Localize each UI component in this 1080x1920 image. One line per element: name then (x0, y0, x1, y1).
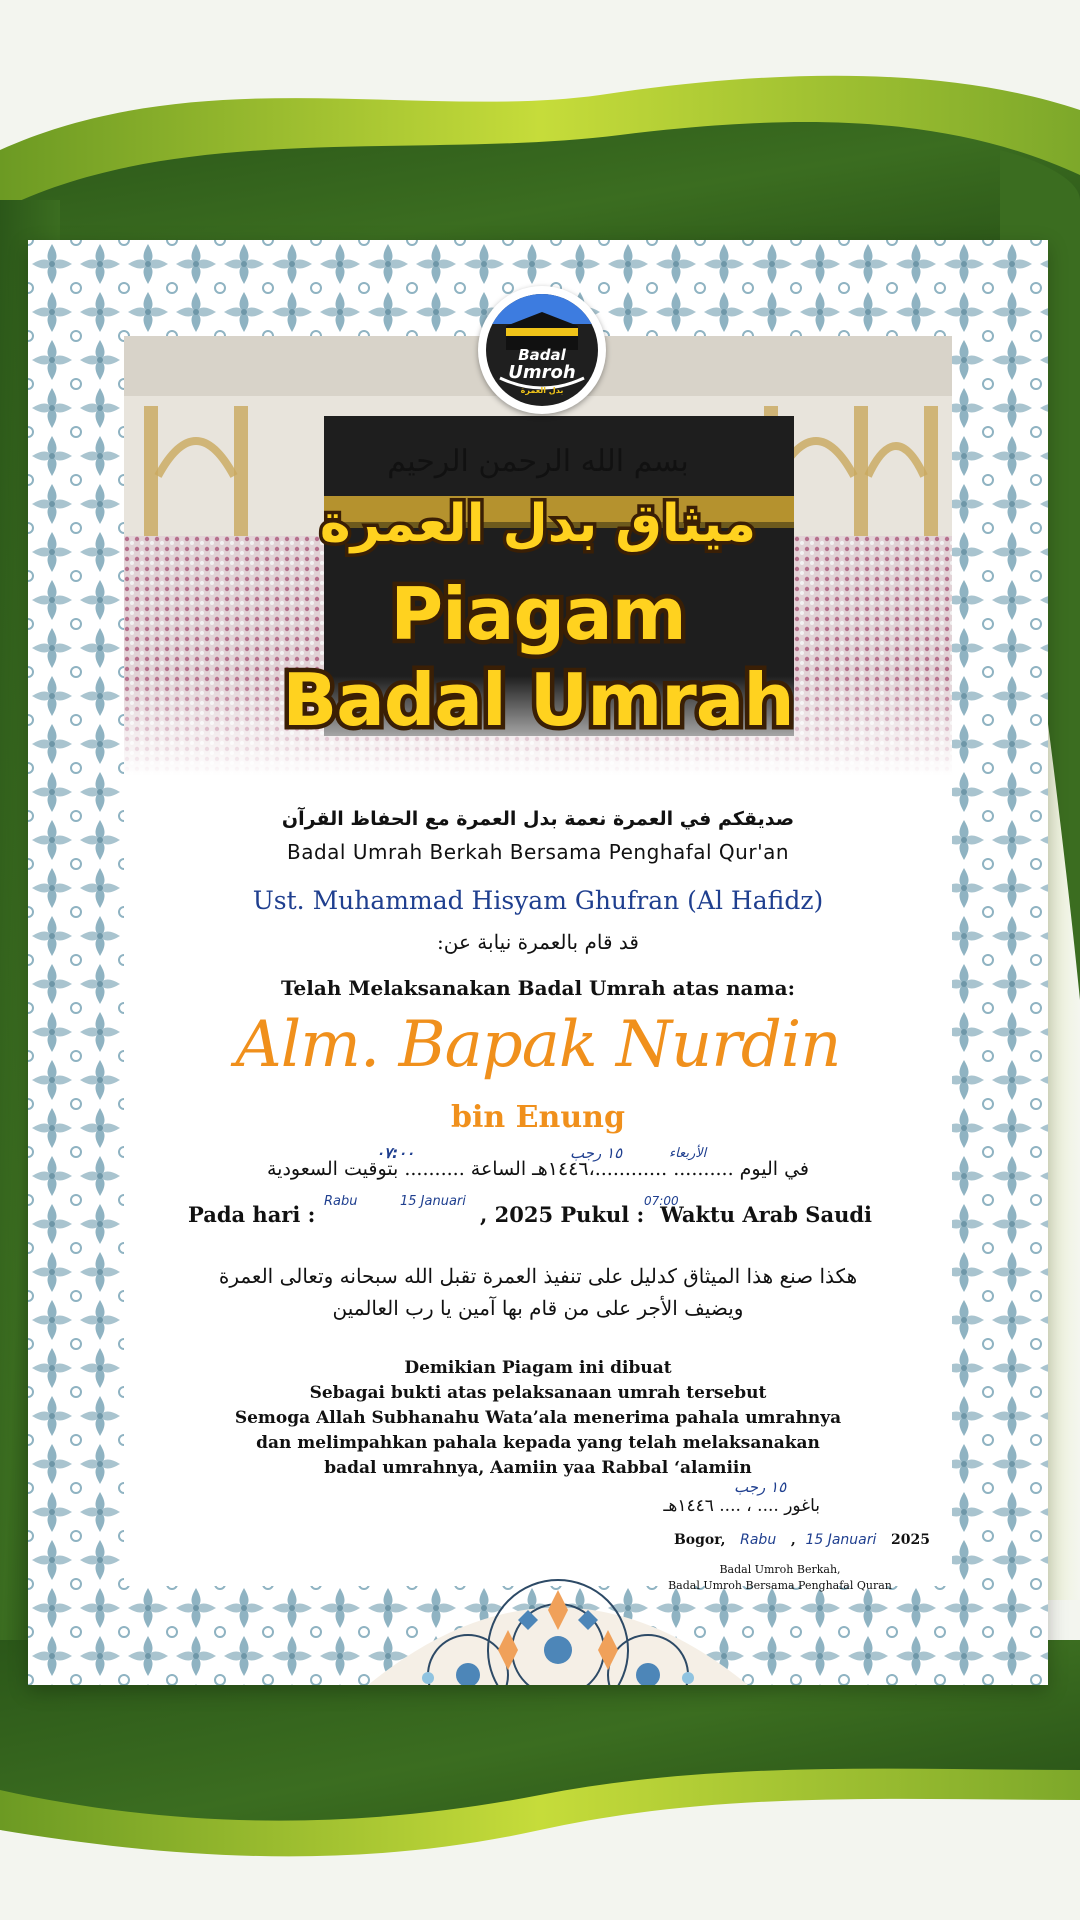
title-arabic: ميثاق بدل العمرة (319, 494, 757, 554)
closing-statement (124, 1356, 952, 1481)
closing-line: dan melimpahkan pahala kepada yang telah melaksanakan (256, 1433, 820, 1453)
arabic-date-middle: ............،١٤٤٦هـ الساعة .......... (404, 1158, 668, 1180)
ustadz-name: Ust. Muhammad Hisyam Ghufran (Al Hafidz) (252, 886, 824, 915)
arabic-sign-date-handwritten: ١٥ رجب (734, 1478, 787, 1496)
sign-date-handwritten: 15 Januari (805, 1532, 877, 1548)
certificate-card (28, 240, 1048, 1685)
date-handwritten: 15 Januari (400, 1194, 466, 1209)
arabic-prayer-line-2: ويضيف الأجر على من قام بها آمين يا رب العالمين (332, 1296, 744, 1320)
closing-line: Sebagai bukti atas pelaksanaan umrah tersebut (309, 1383, 767, 1403)
deceased-father-name: bin Enung (451, 1100, 625, 1135)
arabic-on-behalf: قد قام بالعمرة نيابة عن: (437, 930, 639, 954)
sign-place: Bogor, (673, 1532, 726, 1548)
date-label: Pada hari : (188, 1202, 316, 1227)
logo-text-arabic: بدل العمرة (520, 386, 564, 395)
org-line: Badal Umroh Bersama Penghafal Quran (668, 1579, 892, 1592)
sign-day-handwritten: Rabu (740, 1532, 777, 1548)
org-line: Badal Umroh Berkah, (719, 1563, 841, 1576)
closing-line: badal umrahnya, Aamiin yaa Rabbal ‘alamiin (324, 1458, 752, 1478)
day-handwritten: Rabu (324, 1194, 358, 1209)
sign-year: 2025 (891, 1532, 930, 1548)
closing-line: Demikian Piagam ini dibuat (404, 1358, 672, 1378)
time-handwritten: 07:00 (644, 1194, 679, 1208)
title-badal-umrah: Badal Umrah (282, 658, 794, 742)
arabic-date-line (124, 1158, 952, 1180)
deceased-name: Alm. Bapak Nurdin (235, 1008, 841, 1082)
arabic-place-date: باغور .... ، .... ١٤٤٦هـ (663, 1496, 820, 1516)
basmala: بسم الله الرحمن الرحيم (387, 444, 689, 479)
arabic-date-suffix: بتوقيت السعودية (267, 1158, 399, 1180)
arabic-date-handwritten: ١٥ رجب (570, 1144, 623, 1162)
tagline-latin: Badal Umrah Berkah Bersama Penghafal Qur'an (287, 840, 789, 864)
sign-place-date: Bogor, Rabu , 15 Januari 2025 (673, 1532, 930, 1548)
title-piagam: Piagam (390, 572, 686, 656)
tagline-arabic: صديقكم في العمرة نعمة بدل العمرة مع الحفاظ القرآن (281, 808, 795, 830)
logo-text-badal: Badal (518, 346, 566, 364)
arabic-time-handwritten: ٠٧:٠٠ (376, 1144, 415, 1162)
islamic-geometric-ornament (368, 1550, 748, 1685)
certificate-content (124, 336, 952, 1592)
executed-label: Telah Melaksanakan Badal Umrah atas nama: (280, 976, 796, 1000)
arabic-day-handwritten: الأربعاء (669, 1146, 707, 1161)
saudi-time-label: Waktu Arab Saudi (660, 1202, 872, 1227)
arabic-date-prefix: في اليوم .......... (673, 1158, 809, 1180)
arabic-prayer-line-1: هكذا صنع هذا الميثاق كدليل على تنفيذ العمرة تقبل الله سبحانه وتعالى العمرة (218, 1264, 858, 1288)
closing-line: Semoga Allah Subhanahu Wata’ala menerima pahala umrahnya (234, 1408, 842, 1428)
badal-umroh-logo (478, 286, 606, 414)
year-pukul-label: , 2025 Pukul : (480, 1202, 645, 1227)
logo-text-umroh: Umroh (508, 362, 576, 383)
latin-date-line (188, 1202, 315, 1227)
